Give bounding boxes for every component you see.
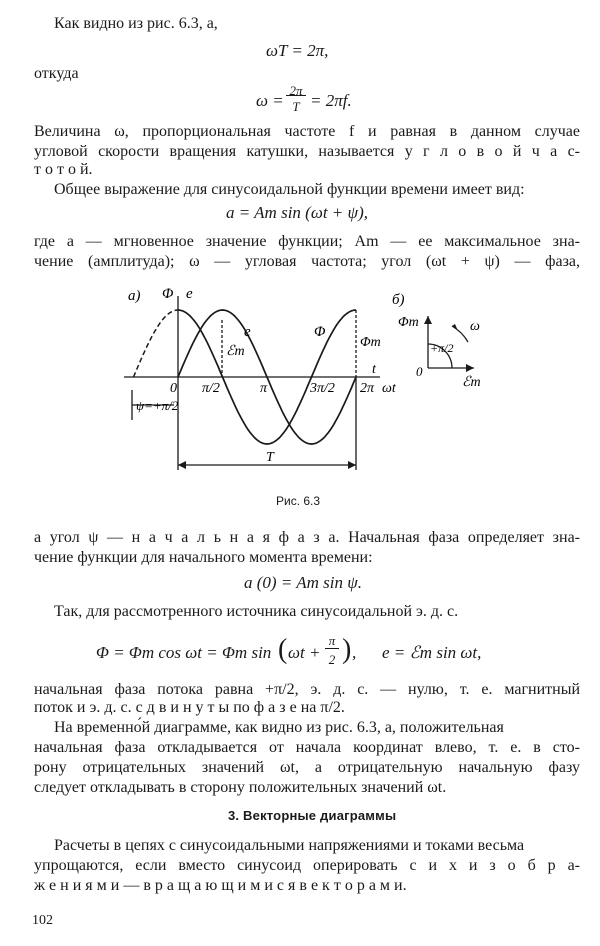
phim-label: Φm bbox=[360, 335, 381, 350]
t-axis-label: t bbox=[372, 362, 376, 377]
formula-part: Φ = Φm cos ωt = Φm sin bbox=[96, 643, 272, 662]
formula-general: a = Am sin (ωt + ψ), bbox=[226, 203, 368, 222]
text-line: Величина ω, пропорциональная частоте f и равная в данном случае bbox=[34, 123, 580, 140]
formula-part: e = ℰm sin ωt, bbox=[382, 643, 482, 662]
figure-caption: Рис. 6.3 bbox=[276, 494, 321, 508]
text-line: откуда bbox=[34, 65, 79, 82]
formula-separator: , bbox=[352, 643, 357, 662]
text-line: На временно́й диаграмме, как видно из рис. 6.3, a, положительная bbox=[54, 719, 504, 736]
phi-curve-label: Φ bbox=[314, 324, 326, 340]
text-line: поток и э. д. с. с д в и н у т ы по ф а з е на π/2. bbox=[34, 699, 345, 716]
em-label: ℰm bbox=[226, 344, 245, 359]
formula-part: = 2πf. bbox=[310, 91, 352, 110]
formula-initial: a (0) = Am sin ψ. bbox=[244, 573, 363, 592]
period-label: T bbox=[266, 450, 274, 465]
text-line: упрощаются, если вместо синусоид оперировать с и х и з о б р а- bbox=[34, 857, 580, 874]
tick-pi-2: π/2 bbox=[202, 381, 220, 396]
paren-right: ) bbox=[342, 634, 352, 665]
b-angle-label: +π/2 bbox=[430, 341, 454, 355]
fraction-denominator: 2 bbox=[328, 652, 336, 667]
fraction-numerator: 2π bbox=[289, 83, 303, 98]
rotation-arc bbox=[452, 326, 468, 342]
formula-part: ω = bbox=[256, 91, 284, 110]
panel-a-label: a) bbox=[128, 288, 141, 304]
text-line: а угол ψ — н а ч а л ь н а я ф а з а. Начальная фаза определяет зна- bbox=[34, 529, 580, 546]
text-line: рону отрицательных значений ωt, а отрицательную начальную фазу bbox=[34, 759, 580, 776]
text-line: Расчеты в цепях с синусоидальными напряжениями и токами весьма bbox=[54, 837, 525, 854]
text-line: Так, для рассмотренного источника синусоидальной э. д. с. bbox=[54, 603, 459, 620]
psi-label: ψ=+π/2 bbox=[136, 398, 179, 413]
tick-3pi-2: 3π/2 bbox=[310, 381, 335, 396]
b-phim-label: Φm bbox=[398, 315, 419, 330]
formula-emf bbox=[96, 634, 556, 670]
origin-label: 0 bbox=[170, 381, 177, 396]
wt-axis-label: ωt bbox=[382, 381, 396, 396]
text-line: Общее выражение для синусоидальной функции времени имеет вид: bbox=[54, 181, 525, 198]
formula-omega-t: ωT = 2π, bbox=[266, 41, 329, 60]
rotation-arrowhead bbox=[452, 324, 458, 331]
text-line: где a — мгновенное значение функции; Am — ее максимальное зна- bbox=[34, 233, 580, 250]
section-heading: 3. Векторные диаграммы bbox=[228, 808, 397, 823]
page-number: 102 bbox=[32, 913, 53, 928]
e-axis-label: e bbox=[186, 286, 193, 302]
text-line: начальная фаза откладывается от начала координат влево, т. е. в сто- bbox=[34, 739, 580, 756]
tick-pi: π bbox=[260, 381, 268, 396]
text-line: чение функции для начального момента времени: bbox=[34, 549, 373, 566]
fraction-numerator: π bbox=[328, 633, 336, 648]
text-line: т о т о й. bbox=[34, 161, 93, 178]
b-em-label: ℰm bbox=[462, 375, 481, 390]
b-origin-label: 0 bbox=[416, 364, 423, 379]
phim-arrowhead bbox=[424, 316, 432, 324]
b-omega-label: ω bbox=[470, 319, 480, 334]
fraction-denominator: T bbox=[292, 99, 300, 114]
panel-b-label: б) bbox=[392, 292, 405, 308]
phi-axis-label: Φ bbox=[162, 286, 174, 302]
tick-2pi: 2π bbox=[360, 381, 375, 396]
text-line: начальная фаза потока равна +π/2, э. д. с. — нулю, т. е. магнитный bbox=[34, 681, 580, 698]
text-line: ж е н и я м и — в р а щ а ю щ и м и с я в е к т о р а м и. bbox=[34, 877, 407, 894]
formula-part: ωt + bbox=[288, 643, 321, 662]
period-arrow-right bbox=[348, 461, 356, 469]
text-line: чение (амплитуда); ω — угловая частота; угол (ωt + ψ) — фаза, bbox=[34, 253, 580, 270]
text-line: следует откладывать в сторону положительных значений ωt. bbox=[34, 779, 447, 796]
paren-left: ( bbox=[278, 634, 288, 665]
e-curve-label: e bbox=[244, 324, 251, 340]
text-line: угловой скорости вращения катушки, называется у г л о в о й ч а с- bbox=[34, 143, 580, 160]
period-arrow-left bbox=[178, 461, 186, 469]
phi-curve-initial bbox=[134, 310, 179, 377]
em-arrowhead bbox=[466, 364, 474, 372]
text-line: Как видно из рис. 6.3, a, bbox=[54, 15, 218, 32]
